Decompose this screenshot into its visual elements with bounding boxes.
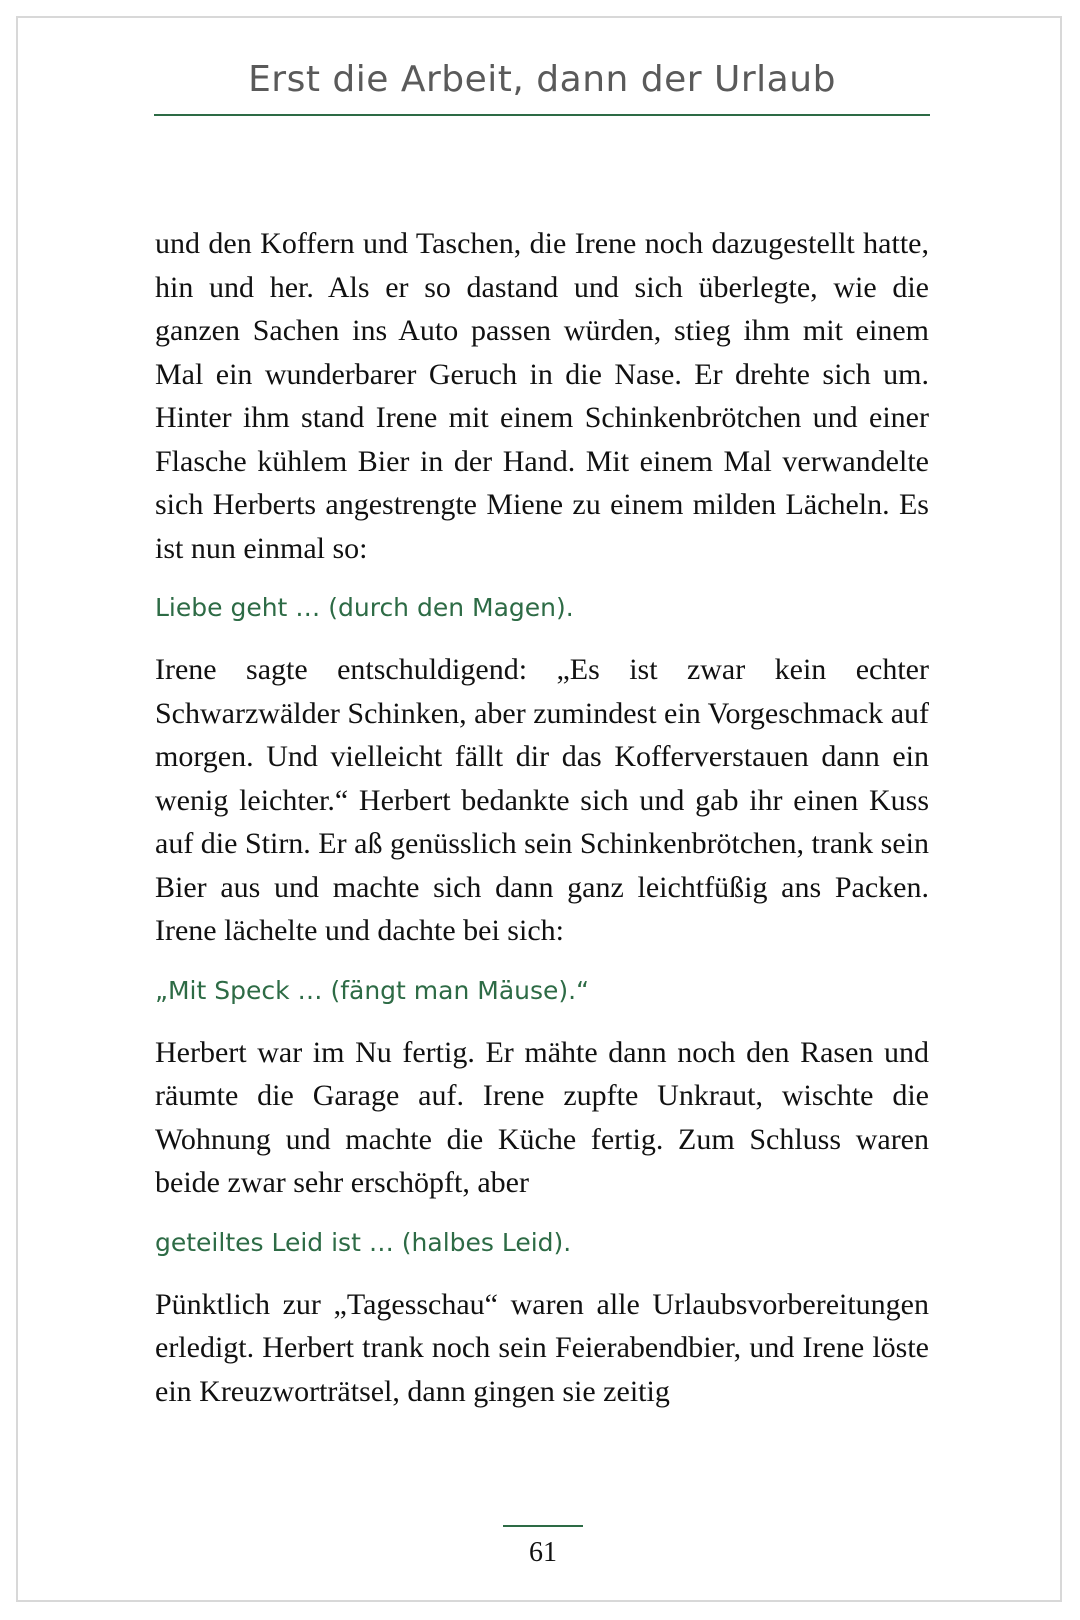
paragraph: und den Koffern und Taschen, die Irene noch dazugestellt hatte, hin und her. Als er so dastand und sich überlegte, wie die ganzen Sachen ins Auto passen würden, stieg ihm mit einem Mal ein wunderbarer Geruch in die Nase. Er drehte sich um. Hinter ihm stand Irene mit einem Schinkenbrötchen und einer Flasche kühlem Bier in der Hand. Mit einem Mal verwandelte sich Herberts angestrengte Miene zu einem milden Lächeln. Es ist nun einmal so: [155,227,929,565]
paragraph: Herbert war im Nu fertig. Er mähte dann noch den Rasen und räumte die Garage auf. Irene zupfte Unkraut, wischte die Wohnung und machte die Küche fertig. Zum Schluss waren beide zwar sehr erschöpft, aber [155,1035,929,1199]
running-title: Erst die Arbeit, dann der Urlaub [248,59,836,100]
paragraph: Irene sagte entschuldigend: „Es ist zwar kein echter Schwarzwälder Schinken, aber zumindest ein Vorgeschmack auf morgen. Und vielleicht fällt dir das Kofferverstauen dann ein wenig leichter.“ Herbert bedankte sich und gab ihr einen Kuss auf die Stirn. Er aß genüsslich sein Schinkenbrötchen, trank sein Bier aus und machte sich dann ganz leichtfüßig ans Packen. Irene lächelte und dachte bei sich: [155,653,929,947]
header-rule [154,114,930,116]
proverb-line: Liebe geht … (durch den Magen). [155,593,574,622]
page-number: 61 [529,1537,557,1568]
body-text [155,222,929,1413]
paragraph: Pünktlich zur „Tagesschau“ waren alle Urlaubsvorbereitungen erledigt. Herbert trank noch sein Feierabendbier, und Irene löste ein Kreuzworträtsel, dann gingen sie zeitig [155,1287,929,1408]
proverb-line: geteiltes Leid ist … (halbes Leid). [155,1227,572,1257]
page-number-rule [503,1525,583,1527]
proverb-line: „Mit Speck … (fängt man Mäuse).“ [155,975,590,1005]
